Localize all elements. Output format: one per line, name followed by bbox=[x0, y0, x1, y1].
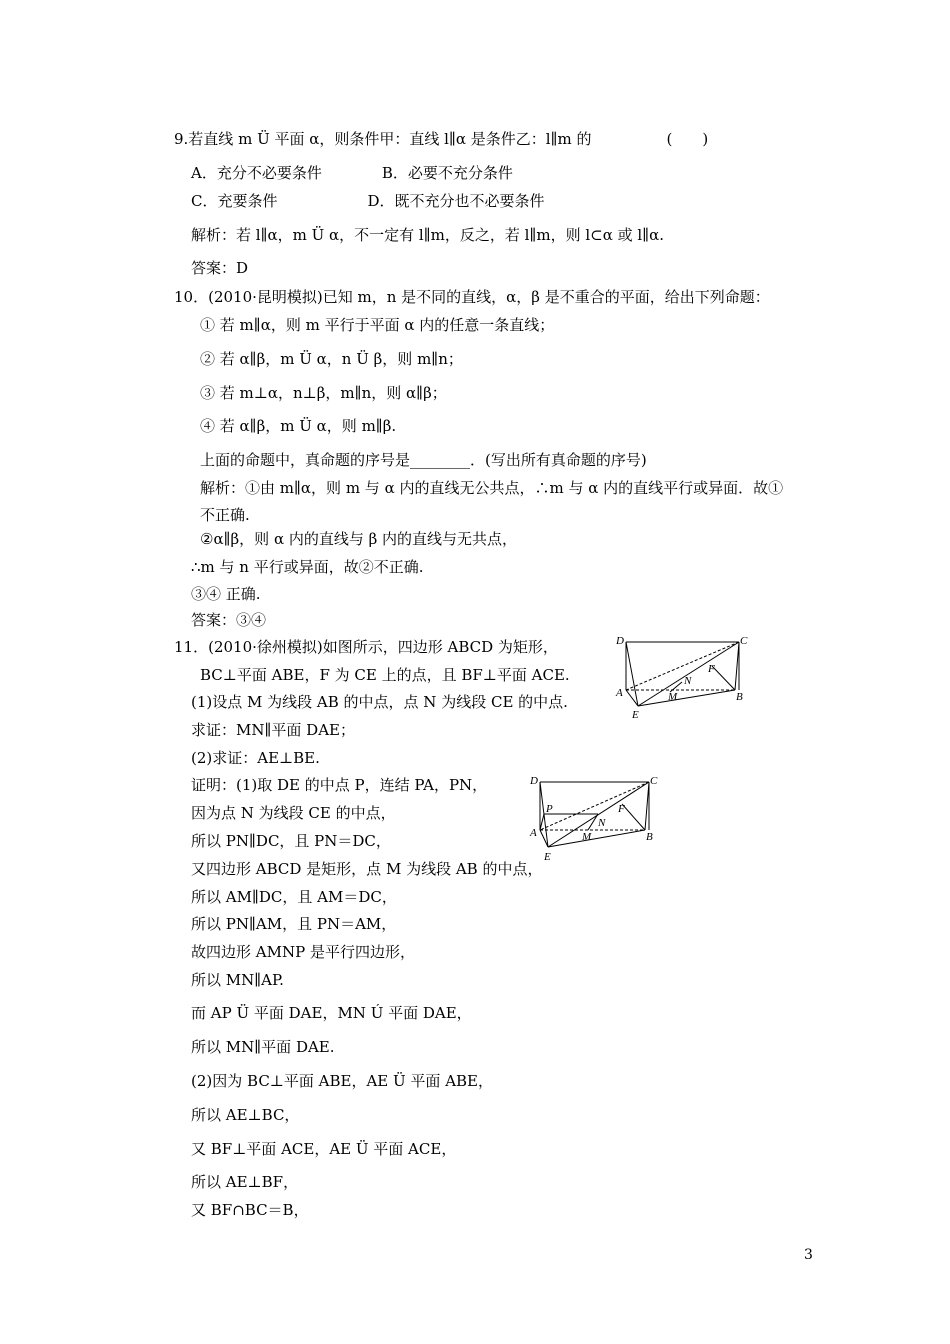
q10-analysis-4: ∴m 与 n 平行或异面，故②不正确. bbox=[191, 558, 424, 576]
proof-line-12: 所以 AE⊥BC， bbox=[191, 1106, 300, 1124]
proof-line-11: (2)因为 BC⊥平面 ABE，AE Ü 平面 ABE， bbox=[191, 1072, 494, 1090]
fig1-label-b: B bbox=[736, 691, 743, 703]
fig1-label-n: N bbox=[684, 675, 692, 687]
fig1-label-a: A bbox=[616, 687, 623, 699]
page-number: 3 bbox=[804, 1247, 813, 1263]
q10-prop-3: ③ 若 m⊥α，n⊥β，m∥n，则 α∥β； bbox=[200, 384, 447, 402]
proof-line-4: 又四边形 ABCD 是矩形，点 M 为线段 AB 的中点， bbox=[191, 860, 543, 878]
proof-line-1: 证明：(1)取 DE 的中点 P，连结 PA，PN， bbox=[191, 776, 488, 794]
q10-analysis-2: 不正确. bbox=[200, 506, 250, 524]
fig2-label-m: M bbox=[582, 831, 592, 843]
fig1-label-d: D bbox=[616, 635, 624, 647]
q10-prop-2: ② 若 α∥β，m Ü α，n Ü β，则 m∥n； bbox=[200, 350, 463, 368]
fig2-label-e: E bbox=[544, 851, 551, 863]
q10-stem: 10．(2010·昆明模拟)已知 m，n 是不同的直线，α，β 是不重合的平面，给出下列命题： bbox=[174, 288, 770, 306]
proof-line-10: 所以 MN∥平面 DAE. bbox=[191, 1038, 335, 1056]
q11-stem-1: 11．(2010·徐州模拟)如图所示，四边形 ABCD 为矩形， bbox=[174, 638, 558, 656]
figure-1-rectangle-diagram bbox=[612, 632, 752, 724]
q10-analysis-1: 解析：①由 m∥α，则 m 与 α 内的直线无公共点，∴m 与 α 内的直线平行或异面．故① bbox=[200, 479, 784, 497]
fig2-label-a: A bbox=[530, 827, 537, 839]
q10-question: 上面的命题中，真命题的序号是________．(写出所有真命题的序号) bbox=[200, 451, 647, 469]
q11-stem-2: BC⊥平面 ABE，F 为 CE 上的点，且 BF⊥平面 ACE. bbox=[200, 666, 570, 684]
q9-options-ab: A．充分不必要条件 B．必要不充分条件 bbox=[191, 164, 513, 182]
proof-line-8: 所以 MN∥AP. bbox=[191, 971, 284, 989]
q9-stem: 9.若直线 m Ü 平面 α，则条件甲：直线 l∥α 是条件乙：l∥m 的 ( ) bbox=[174, 130, 709, 148]
q11-part1-claim: 求证：MN∥平面 DAE； bbox=[191, 721, 355, 739]
proof-line-7: 故四边形 AMNP 是平行四边形， bbox=[191, 943, 415, 961]
proof-line-3: 所以 PN∥DC，且 PN＝DC， bbox=[191, 832, 391, 850]
proof-line-6: 所以 PN∥AM，且 PN＝AM， bbox=[191, 915, 397, 933]
fig2-label-d: D bbox=[530, 775, 538, 787]
fig2-label-n: N bbox=[598, 817, 606, 829]
q11-part1: (1)设点 M 为线段 AB 的中点，点 N 为线段 CE 的中点. bbox=[191, 693, 568, 711]
q11-part2: (2)求证：AE⊥BE. bbox=[191, 749, 320, 767]
proof-line-2: 因为点 N 为线段 CE 的中点， bbox=[191, 804, 396, 822]
fig1-label-c: C bbox=[740, 635, 748, 647]
q9-analysis: 解析：若 l∥α，m Ü α，不一定有 l∥m，反之，若 l∥m，则 l⊂α 或 l∥α. bbox=[191, 226, 665, 244]
proof-line-9: 而 AP Ü 平面 DAE，MN Ú 平面 DAE， bbox=[191, 1004, 472, 1022]
proof-line-15: 又 BF∩BC＝B， bbox=[191, 1201, 309, 1219]
fig1-label-e: E bbox=[632, 709, 639, 721]
proof-line-13: 又 BF⊥平面 ACE，AE Ü 平面 ACE， bbox=[191, 1140, 457, 1158]
q10-analysis-5: ③④ 正确. bbox=[191, 585, 261, 603]
fig2-label-c: C bbox=[650, 775, 658, 787]
q10-answer: 答案：③④ bbox=[191, 611, 267, 629]
q9-answer: 答案：D bbox=[191, 259, 249, 277]
q10-prop-1: ① 若 m∥α，则 m 平行于平面 α 内的任意一条直线； bbox=[200, 316, 555, 334]
figure-2-proof-diagram bbox=[526, 772, 664, 864]
q9-options-cd: C．充要条件 D．既不充分也不必要条件 bbox=[191, 192, 545, 210]
q10-analysis-3: ②α∥β，则 α 内的直线与 β 内的直线与无共点， bbox=[200, 530, 518, 548]
fig2-label-b: B bbox=[646, 831, 653, 843]
fig2-label-f: F bbox=[618, 803, 625, 815]
fig1-label-m: M bbox=[668, 691, 678, 703]
proof-line-14: 所以 AE⊥BF， bbox=[191, 1173, 299, 1191]
proof-line-5: 所以 AM∥DC，且 AM＝DC， bbox=[191, 888, 397, 906]
fig1-label-f: F bbox=[708, 663, 715, 675]
fig2-label-p: P bbox=[546, 803, 553, 815]
q10-prop-4: ④ 若 α∥β，m Ü α，则 m∥β. bbox=[200, 417, 397, 435]
